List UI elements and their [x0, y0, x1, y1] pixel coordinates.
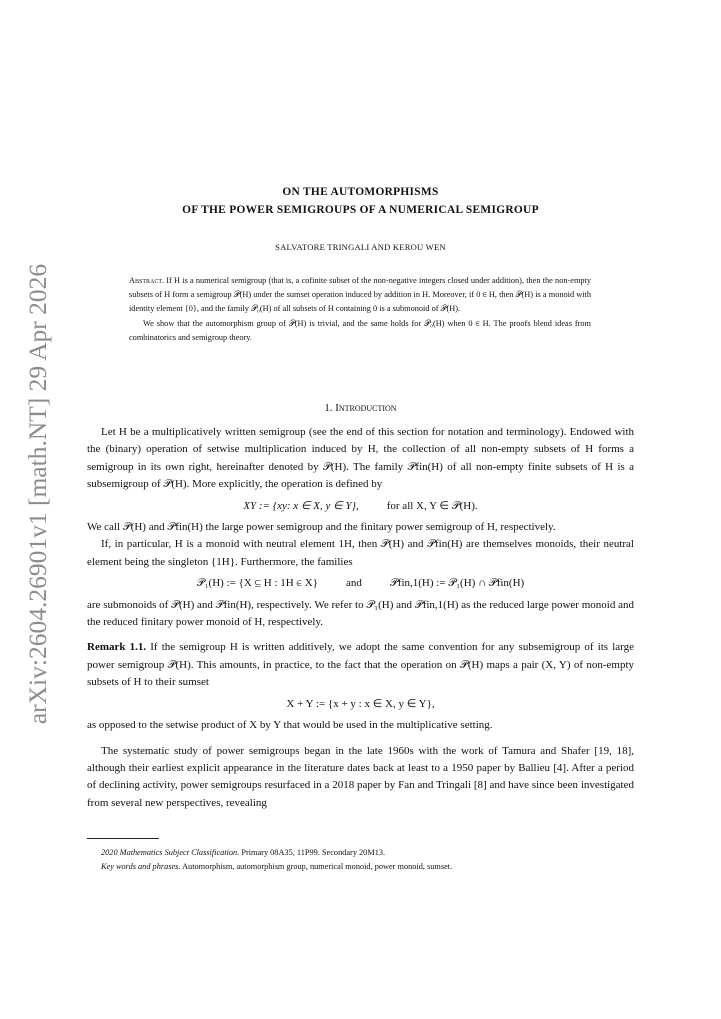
title-line-1: ON THE AUTOMORPHISMS: [282, 186, 439, 198]
paragraph-definitions: We call 𝒫(H) and 𝒫fin(H) the large power semigroup and the finitary power semigroup of H, respectively.: [87, 521, 556, 534]
equation-setwise-product: [87, 498, 634, 515]
equation-reduced-monoids: [87, 575, 634, 592]
arxiv-sidebar-stamp: [14, 263, 62, 725]
paragraph-monoid: If, in particular, H is a monoid with neutral element 1H, then 𝒫(H) and 𝒫fin(H) are themselves monoids, their neutral element being the singleton {1H}. Furthermore, the families: [87, 538, 634, 568]
paragraph-intro: Let H be a multiplicatively written semigroup (see the end of this section for notation and terminology). Endowed with the (binary) operation of setwise multiplication induced by H, the collection of all non-empty subsets of H forms a semigroup in its own right, hereinafter denoted by 𝒫(H). The family 𝒫fin(H) of all non-empty finite subsets of H is a subsemigroup of 𝒫(H). More explicitly, the operation is defined by: [87, 426, 634, 491]
remark-text: If the semigroup H is written additively, we adopt the same convention for any subsemigroup of its large power semigroup 𝒫(H). This amounts, in practice, to the fact that the operation on 𝒫(H) maps a pair (X, Y) of non-empty subsets of H to their sumset: [87, 641, 634, 689]
footnote-rule: [87, 838, 159, 839]
equation-condition: for all X, Y ∈ 𝒫(H).: [386, 499, 478, 512]
authors: SALVATORE TRINGALI AND KEROU WEN: [275, 242, 446, 252]
equation-lhs: XY := {xy: x ∈ X, y ∈ Y},: [243, 499, 359, 512]
section-title: Introduction: [335, 402, 397, 414]
msc-label: 2020 Mathematics Subject Classification.: [101, 848, 240, 857]
title-line-2: OF THE POWER SEMIGROUPS OF A NUMERICAL SEMIGROUP: [182, 204, 539, 216]
abstract-paragraph-1: If H is a numerical semigroup (that is, a cofinite subset of the non-negative integers closed under addition), then the non-empty subsets of H form a semigroup 𝒫(H) under the sumset operation induced by addition in H. Moreover, if 0 ∈ H, then 𝒫(H) is a monoid with identity element {0}, and the family 𝒫₀(H) of all subsets of H containing 0 is a submonoid of 𝒫(H).: [129, 276, 592, 314]
equation-and: and: [345, 577, 362, 590]
keywords-text: Automorphism, automorphism group, numerical monoid, power monoid, sumset.: [182, 862, 453, 871]
paragraph-history: The systematic study of power semigroups began in the late 1960s with the work of Tamura and Shafer [19, 18], although their earliest explicit appearance in the literature dates back at least to a 1950 paper by Ballieu [4]. After a period of declining activity, power semigroups resurfaced in a 2018 paper by Fan and Tringali [8] and have since been investigated from several new perspectives, revealing: [87, 744, 634, 809]
remark-label: Remark 1.1.: [87, 641, 147, 654]
keywords-label: Key words and phrases.: [101, 862, 181, 871]
paragraph-submonoids: are submonoids of 𝒫(H) and 𝒫fin(H), respectively. We refer to 𝒫₁(H) and 𝒫fin,1(H) as the reduced large power monoid and the reduced finitary power monoid of H, respectively.: [87, 598, 634, 629]
remark-tail: as opposed to the setwise product of X by Y that would be used in the multiplicative setting.: [87, 719, 493, 732]
remark-1-1: [87, 639, 634, 691]
section-number: 1.: [324, 402, 333, 414]
equation-reduced-large: 𝒫₁(H) := {X ⊆ H : 1H ∈ X}: [196, 577, 318, 590]
footnotes: [101, 846, 634, 874]
msc-text: Primary 08A35, 11P99. Secondary 20M13.: [241, 848, 386, 857]
section-heading: [87, 400, 634, 417]
body-text: [87, 424, 634, 812]
footnote-keywords: [101, 860, 634, 874]
equation-sumset: X + Y := {x + y : x ∈ X, y ∈ Y},: [286, 697, 435, 710]
abstract: [129, 274, 591, 345]
equation-reduced-finitary: 𝒫fin,1(H) := 𝒫₁(H) ∩ 𝒫fin(H): [389, 577, 525, 590]
abstract-paragraph-2: We show that the automorphism group of 𝒫(H) is trivial, and the same holds for 𝒫₀(H) when 0 ∈ H. The proofs blend ideas from combinatorics and semigroup theory.: [129, 318, 591, 342]
abstract-label: Abstract.: [129, 276, 165, 285]
arxiv-id: arXiv:2604.26901v1 [math.NT] 29 Apr 2026: [23, 263, 52, 725]
paper-title: [87, 183, 634, 219]
footnote-msc: [101, 846, 634, 860]
